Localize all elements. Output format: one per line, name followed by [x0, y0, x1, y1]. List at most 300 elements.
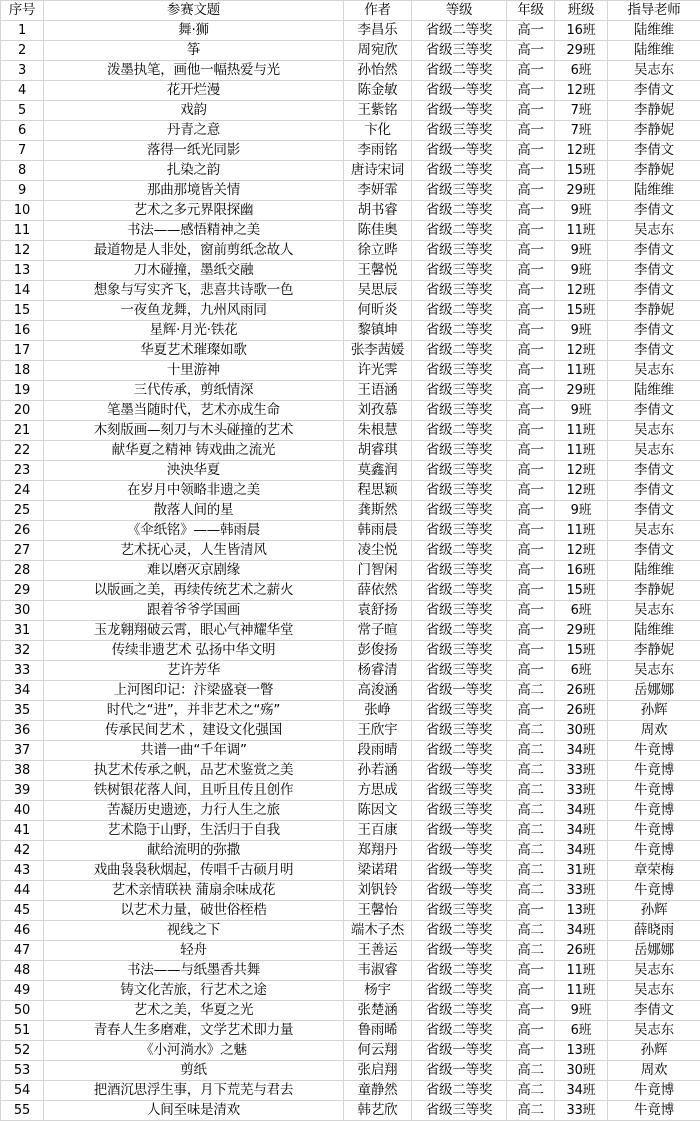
cell-class[interactable]: 6班	[555, 61, 608, 81]
cell-advisor[interactable]: 吴志东	[608, 981, 700, 1001]
cell-class[interactable]: 29班	[555, 181, 608, 201]
cell-title[interactable]: 献华夏之精神 铸戏曲之流光	[44, 441, 344, 461]
cell-award-level[interactable]: 省级三等奖	[412, 661, 507, 681]
cell-advisor[interactable]: 吴志东	[608, 361, 700, 381]
cell-title[interactable]: 艺术亲情联袂 蒲扇余味成花	[44, 881, 344, 901]
cell-advisor[interactable]: 陆维维	[608, 621, 700, 641]
cell-index[interactable]: 48	[1, 961, 44, 981]
cell-award-level[interactable]: 省级二等奖	[412, 921, 507, 941]
cell-grade[interactable]: 高一	[507, 81, 555, 101]
cell-author[interactable]: 刘孜慕	[344, 401, 412, 421]
cell-title[interactable]: 剪纸	[44, 1061, 344, 1081]
cell-class[interactable]: 11班	[555, 221, 608, 241]
cell-award-level[interactable]: 省级三等奖	[412, 261, 507, 281]
cell-grade[interactable]: 高一	[507, 521, 555, 541]
cell-index[interactable]: 55	[1, 1101, 44, 1121]
cell-index[interactable]: 42	[1, 841, 44, 861]
cell-title[interactable]: 玉龙翱翔破云霄，眼心气神耀华堂	[44, 621, 344, 641]
cell-class[interactable]: 12班	[555, 81, 608, 101]
cell-grade[interactable]: 高二	[507, 821, 555, 841]
cell-author[interactable]: 韩雨晨	[344, 521, 412, 541]
cell-grade[interactable]: 高二	[507, 681, 555, 701]
cell-class[interactable]: 33班	[555, 881, 608, 901]
cell-award-level[interactable]: 省级一等奖	[412, 1041, 507, 1061]
cell-award-level[interactable]: 省级三等奖	[412, 361, 507, 381]
cell-index[interactable]: 4	[1, 81, 44, 101]
cell-award-level[interactable]: 省级三等奖	[412, 901, 507, 921]
cell-author[interactable]: 杨宇	[344, 981, 412, 1001]
cell-title[interactable]: 那曲那境皆关情	[44, 181, 344, 201]
cell-class[interactable]: 9班	[555, 321, 608, 341]
cell-index[interactable]: 49	[1, 981, 44, 1001]
cell-advisor[interactable]: 牛竟博	[608, 801, 700, 821]
cell-class[interactable]: 30班	[555, 1061, 608, 1081]
cell-index[interactable]: 12	[1, 241, 44, 261]
cell-author[interactable]: 韦淑睿	[344, 961, 412, 981]
cell-author[interactable]: 常子暄	[344, 621, 412, 641]
cell-class[interactable]: 12班	[555, 481, 608, 501]
cell-award-level[interactable]: 省级一等奖	[412, 761, 507, 781]
cell-title[interactable]: 上河图印记：汴梁盛衰一瞥	[44, 681, 344, 701]
cell-advisor[interactable]: 吴志东	[608, 961, 700, 981]
cell-index[interactable]: 41	[1, 821, 44, 841]
cell-title[interactable]: 视线之下	[44, 921, 344, 941]
cell-advisor[interactable]: 李倩文	[608, 461, 700, 481]
cell-grade[interactable]: 高一	[507, 421, 555, 441]
cell-class[interactable]: 13班	[555, 901, 608, 921]
cell-award-level[interactable]: 省级二等奖	[412, 161, 507, 181]
cell-advisor[interactable]: 陆维维	[608, 41, 700, 61]
cell-title[interactable]: 戏韵	[44, 101, 344, 121]
header-author[interactable]: 作者	[344, 1, 412, 21]
cell-author[interactable]: 张峥	[344, 701, 412, 721]
cell-advisor[interactable]: 牛竟博	[608, 1081, 700, 1101]
cell-author[interactable]: 门智闲	[344, 561, 412, 581]
cell-advisor[interactable]: 岳娜娜	[608, 681, 700, 701]
cell-advisor[interactable]: 吴志东	[608, 441, 700, 461]
cell-index[interactable]: 17	[1, 341, 44, 361]
cell-author[interactable]: 方思成	[344, 781, 412, 801]
cell-grade[interactable]: 高二	[507, 861, 555, 881]
cell-advisor[interactable]: 李倩文	[608, 241, 700, 261]
cell-index[interactable]: 9	[1, 181, 44, 201]
cell-grade[interactable]: 高一	[507, 101, 555, 121]
cell-class[interactable]: 12班	[555, 281, 608, 301]
cell-advisor[interactable]: 李倩文	[608, 401, 700, 421]
header-grade[interactable]: 年级	[507, 1, 555, 21]
cell-advisor[interactable]: 牛竟博	[608, 1101, 700, 1121]
cell-title[interactable]: 想象与写实齐飞，悲喜共诗歌一色	[44, 281, 344, 301]
cell-index[interactable]: 20	[1, 401, 44, 421]
cell-title[interactable]: 《伞纸铭》——韩雨晨	[44, 521, 344, 541]
cell-title[interactable]: 铸文化苦旅，行艺术之途	[44, 981, 344, 1001]
cell-advisor[interactable]: 李倩文	[608, 141, 700, 161]
cell-author[interactable]: 卞化	[344, 121, 412, 141]
cell-advisor[interactable]: 陆维维	[608, 381, 700, 401]
cell-award-level[interactable]: 省级三等奖	[412, 381, 507, 401]
cell-advisor[interactable]: 李倩文	[608, 501, 700, 521]
cell-index[interactable]: 29	[1, 581, 44, 601]
cell-author[interactable]: 梁诺珺	[344, 861, 412, 881]
cell-title[interactable]: 艺术隐于山野，生活归于自我	[44, 821, 344, 841]
cell-class[interactable]: 11班	[555, 961, 608, 981]
cell-grade[interactable]: 高一	[507, 641, 555, 661]
cell-advisor[interactable]: 牛竟博	[608, 761, 700, 781]
cell-award-level[interactable]: 省级二等奖	[412, 741, 507, 761]
cell-index[interactable]: 28	[1, 561, 44, 581]
cell-class[interactable]: 34班	[555, 821, 608, 841]
cell-index[interactable]: 26	[1, 521, 44, 541]
cell-award-level[interactable]: 省级一等奖	[412, 881, 507, 901]
cell-grade[interactable]: 高一	[507, 561, 555, 581]
cell-index[interactable]: 7	[1, 141, 44, 161]
cell-advisor[interactable]: 牛竟博	[608, 781, 700, 801]
cell-title[interactable]: 在岁月中领略非遗之美	[44, 481, 344, 501]
cell-author[interactable]: 程思颖	[344, 481, 412, 501]
cell-advisor[interactable]: 李倩文	[608, 81, 700, 101]
cell-index[interactable]: 31	[1, 621, 44, 641]
cell-grade[interactable]: 高二	[507, 801, 555, 821]
cell-author[interactable]: 袁舒扬	[344, 601, 412, 621]
cell-grade[interactable]: 高一	[507, 701, 555, 721]
cell-index[interactable]: 43	[1, 861, 44, 881]
cell-index[interactable]: 19	[1, 381, 44, 401]
cell-index[interactable]: 21	[1, 421, 44, 441]
cell-award-level[interactable]: 省级三等奖	[412, 701, 507, 721]
cell-award-level[interactable]: 省级三等奖	[412, 1101, 507, 1121]
cell-grade[interactable]: 高一	[507, 361, 555, 381]
cell-index[interactable]: 34	[1, 681, 44, 701]
cell-title[interactable]: 泱泱华夏	[44, 461, 344, 481]
cell-grade[interactable]: 高一	[507, 1021, 555, 1041]
cell-title[interactable]: 难以磨灭京剧缘	[44, 561, 344, 581]
cell-author[interactable]: 薛依然	[344, 581, 412, 601]
cell-title[interactable]: 舞·狮	[44, 21, 344, 41]
cell-author[interactable]: 王善运	[344, 941, 412, 961]
cell-index[interactable]: 8	[1, 161, 44, 181]
cell-advisor[interactable]: 陆维维	[608, 181, 700, 201]
cell-advisor[interactable]: 周欢	[608, 721, 700, 741]
cell-title[interactable]: 戏曲袅袅秋烟起，传唱千古硕月明	[44, 861, 344, 881]
cell-class[interactable]: 26班	[555, 941, 608, 961]
cell-award-level[interactable]: 省级一等奖	[412, 841, 507, 861]
cell-class[interactable]: 34班	[555, 1081, 608, 1101]
cell-grade[interactable]: 高一	[507, 481, 555, 501]
cell-title[interactable]: 艺术之美，华夏之光	[44, 1001, 344, 1021]
cell-author[interactable]: 李雨铭	[344, 141, 412, 161]
cell-award-level[interactable]: 省级三等奖	[412, 801, 507, 821]
cell-author[interactable]: 许光霁	[344, 361, 412, 381]
cell-index[interactable]: 38	[1, 761, 44, 781]
cell-award-level[interactable]: 省级一等奖	[412, 101, 507, 121]
cell-title[interactable]: 书法——感悟精神之美	[44, 221, 344, 241]
cell-award-level[interactable]: 省级二等奖	[412, 581, 507, 601]
cell-grade[interactable]: 高一	[507, 441, 555, 461]
cell-advisor[interactable]: 李静妮	[608, 301, 700, 321]
cell-grade[interactable]: 高二	[507, 841, 555, 861]
cell-title[interactable]: 共谱一曲“千年调”	[44, 741, 344, 761]
cell-title[interactable]: 艺术抚心灵，人生皆清风	[44, 541, 344, 561]
cell-class[interactable]: 34班	[555, 841, 608, 861]
cell-award-level[interactable]: 省级三等奖	[412, 41, 507, 61]
cell-index[interactable]: 33	[1, 661, 44, 681]
cell-grade[interactable]: 高一	[507, 621, 555, 641]
cell-award-level[interactable]: 省级三等奖	[412, 521, 507, 541]
cell-author[interactable]: 孙若涵	[344, 761, 412, 781]
cell-advisor[interactable]: 李倩文	[608, 281, 700, 301]
cell-class[interactable]: 9班	[555, 241, 608, 261]
cell-title[interactable]: 十里游神	[44, 361, 344, 381]
cell-author[interactable]: 韩艺欣	[344, 1101, 412, 1121]
cell-advisor[interactable]: 李倩文	[608, 321, 700, 341]
cell-award-level[interactable]: 省级二等奖	[412, 1001, 507, 1021]
cell-class[interactable]: 15班	[555, 301, 608, 321]
cell-grade[interactable]: 高一	[507, 321, 555, 341]
cell-author[interactable]: 吴思辰	[344, 281, 412, 301]
cell-advisor[interactable]: 孙辉	[608, 901, 700, 921]
cell-grade[interactable]: 高一	[507, 1041, 555, 1061]
cell-class[interactable]: 15班	[555, 161, 608, 181]
cell-author[interactable]: 鲁雨晞	[344, 1021, 412, 1041]
cell-grade[interactable]: 高一	[507, 601, 555, 621]
cell-award-level[interactable]: 省级三等奖	[412, 601, 507, 621]
cell-index[interactable]: 46	[1, 921, 44, 941]
cell-award-level[interactable]: 省级二等奖	[412, 541, 507, 561]
cell-grade[interactable]: 高二	[507, 1061, 555, 1081]
cell-title[interactable]: 时代之“进”，并非艺术之“殇”	[44, 701, 344, 721]
cell-author[interactable]: 郑翔丹	[344, 841, 412, 861]
header-index[interactable]: 序号	[1, 1, 44, 21]
cell-author[interactable]: 端木子杰	[344, 921, 412, 941]
cell-advisor[interactable]: 陆维维	[608, 561, 700, 581]
cell-award-level[interactable]: 省级三等奖	[412, 401, 507, 421]
cell-title[interactable]: 筝	[44, 41, 344, 61]
cell-index[interactable]: 37	[1, 741, 44, 761]
cell-grade[interactable]: 高一	[507, 221, 555, 241]
cell-award-level[interactable]: 省级二等奖	[412, 61, 507, 81]
cell-advisor[interactable]: 孙辉	[608, 1041, 700, 1061]
cell-advisor[interactable]: 李倩文	[608, 541, 700, 561]
cell-class[interactable]: 26班	[555, 681, 608, 701]
cell-advisor[interactable]: 牛竟博	[608, 741, 700, 761]
cell-author[interactable]: 陈佳奥	[344, 221, 412, 241]
cell-title[interactable]: 书法——与纸墨香共舞	[44, 961, 344, 981]
cell-title[interactable]: 星辉·月光·铁花	[44, 321, 344, 341]
cell-index[interactable]: 27	[1, 541, 44, 561]
cell-award-level[interactable]: 省级一等奖	[412, 941, 507, 961]
cell-grade[interactable]: 高二	[507, 721, 555, 741]
cell-advisor[interactable]: 李静妮	[608, 641, 700, 661]
cell-author[interactable]: 李昌乐	[344, 21, 412, 41]
cell-class[interactable]: 9班	[555, 401, 608, 421]
cell-title[interactable]: 华夏艺术璀璨如歌	[44, 341, 344, 361]
cell-author[interactable]: 胡书睿	[344, 201, 412, 221]
cell-class[interactable]: 9班	[555, 501, 608, 521]
cell-author[interactable]: 张楚涵	[344, 1001, 412, 1021]
cell-advisor[interactable]: 吴志东	[608, 521, 700, 541]
cell-title[interactable]: 散落人间的星	[44, 501, 344, 521]
cell-class[interactable]: 33班	[555, 761, 608, 781]
cell-advisor[interactable]: 牛竟博	[608, 841, 700, 861]
cell-author[interactable]: 李妍霏	[344, 181, 412, 201]
cell-advisor[interactable]: 陆维维	[608, 21, 700, 41]
cell-author[interactable]: 龚斯然	[344, 501, 412, 521]
cell-award-level[interactable]: 省级二等奖	[412, 341, 507, 361]
cell-advisor[interactable]: 吴志东	[608, 61, 700, 81]
cell-author[interactable]: 何云翔	[344, 1041, 412, 1061]
cell-title[interactable]: 传承民间艺术 ，建设文化强国	[44, 721, 344, 741]
cell-author[interactable]: 王百康	[344, 821, 412, 841]
cell-class[interactable]: 12班	[555, 141, 608, 161]
cell-award-level[interactable]: 省级三等奖	[412, 241, 507, 261]
cell-class[interactable]: 29班	[555, 41, 608, 61]
cell-title[interactable]: 执艺术传承之帆，品艺术鉴赏之美	[44, 761, 344, 781]
cell-class[interactable]: 12班	[555, 461, 608, 481]
cell-title[interactable]: 丹青之意	[44, 121, 344, 141]
cell-title[interactable]: 三代传承，剪纸情深	[44, 381, 344, 401]
cell-title[interactable]: 笔墨当随时代，艺术亦成生命	[44, 401, 344, 421]
cell-index[interactable]: 18	[1, 361, 44, 381]
cell-index[interactable]: 22	[1, 441, 44, 461]
cell-grade[interactable]: 高一	[507, 1001, 555, 1021]
cell-class[interactable]: 9班	[555, 1001, 608, 1021]
cell-grade[interactable]: 高一	[507, 401, 555, 421]
cell-grade[interactable]: 高二	[507, 741, 555, 761]
cell-award-level[interactable]: 省级三等奖	[412, 721, 507, 741]
cell-award-level[interactable]: 省级二等奖	[412, 21, 507, 41]
cell-grade[interactable]: 高一	[507, 341, 555, 361]
cell-author[interactable]: 杨睿清	[344, 661, 412, 681]
cell-index[interactable]: 16	[1, 321, 44, 341]
cell-advisor[interactable]: 李倩文	[608, 261, 700, 281]
cell-award-level[interactable]: 省级二等奖	[412, 1021, 507, 1041]
cell-author[interactable]: 张李茜媛	[344, 341, 412, 361]
cell-title[interactable]: 艺许芳华	[44, 661, 344, 681]
cell-grade[interactable]: 高一	[507, 21, 555, 41]
cell-award-level[interactable]: 省级三等奖	[412, 461, 507, 481]
cell-author[interactable]: 彭俊扬	[344, 641, 412, 661]
cell-index[interactable]: 23	[1, 461, 44, 481]
cell-author[interactable]: 莫鑫润	[344, 461, 412, 481]
cell-grade[interactable]: 高一	[507, 301, 555, 321]
cell-class[interactable]: 34班	[555, 801, 608, 821]
cell-award-level[interactable]: 省级一等奖	[412, 681, 507, 701]
cell-title[interactable]: 艺术之多元界限探幽	[44, 201, 344, 221]
cell-title[interactable]: 《小河淌水》之魅	[44, 1041, 344, 1061]
cell-author[interactable]: 唐诗宋词	[344, 161, 412, 181]
cell-award-level[interactable]: 省级三等奖	[412, 181, 507, 201]
cell-advisor[interactable]: 李倩文	[608, 201, 700, 221]
cell-author[interactable]: 陈因文	[344, 801, 412, 821]
cell-author[interactable]: 孙怡然	[344, 61, 412, 81]
cell-class[interactable]: 26班	[555, 701, 608, 721]
cell-author[interactable]: 段雨晴	[344, 741, 412, 761]
cell-award-level[interactable]: 省级二等奖	[412, 1081, 507, 1101]
cell-class[interactable]: 12班	[555, 541, 608, 561]
cell-advisor[interactable]: 李倩文	[608, 1001, 700, 1021]
cell-index[interactable]: 14	[1, 281, 44, 301]
cell-title[interactable]: 刀木碰撞，墨纸交融	[44, 261, 344, 281]
cell-advisor[interactable]: 李倩文	[608, 341, 700, 361]
cell-author[interactable]: 凌尘悦	[344, 541, 412, 561]
cell-index[interactable]: 44	[1, 881, 44, 901]
cell-index[interactable]: 32	[1, 641, 44, 661]
cell-title[interactable]: 以艺术力量，破世俗桎梏	[44, 901, 344, 921]
cell-title[interactable]: 以版画之美，再续传统艺术之薪火	[44, 581, 344, 601]
cell-award-level[interactable]: 省级一等奖	[412, 861, 507, 881]
cell-author[interactable]: 童静然	[344, 1081, 412, 1101]
cell-award-level[interactable]: 省级二等奖	[412, 301, 507, 321]
cell-grade[interactable]: 高二	[507, 921, 555, 941]
cell-advisor[interactable]: 章荣梅	[608, 861, 700, 881]
cell-grade[interactable]: 高二	[507, 1081, 555, 1101]
cell-class[interactable]: 9班	[555, 261, 608, 281]
cell-index[interactable]: 30	[1, 601, 44, 621]
cell-class[interactable]: 6班	[555, 601, 608, 621]
cell-author[interactable]: 陈金敏	[344, 81, 412, 101]
cell-class[interactable]: 6班	[555, 1021, 608, 1041]
cell-award-level[interactable]: 省级三等奖	[412, 481, 507, 501]
cell-index[interactable]: 52	[1, 1041, 44, 1061]
cell-class[interactable]: 33班	[555, 1101, 608, 1121]
cell-title[interactable]: 铁树银花落人间，且听且传且创作	[44, 781, 344, 801]
cell-author[interactable]: 王馨悦	[344, 261, 412, 281]
cell-class[interactable]: 11班	[555, 421, 608, 441]
cell-author[interactable]: 何昕炎	[344, 301, 412, 321]
cell-index[interactable]: 54	[1, 1081, 44, 1101]
cell-author[interactable]: 王馨怡	[344, 901, 412, 921]
cell-grade[interactable]: 高一	[507, 121, 555, 141]
cell-grade[interactable]: 高一	[507, 661, 555, 681]
cell-award-level[interactable]: 省级二等奖	[412, 981, 507, 1001]
cell-advisor[interactable]: 吴志东	[608, 661, 700, 681]
cell-advisor[interactable]: 李静妮	[608, 101, 700, 121]
cell-class[interactable]: 12班	[555, 341, 608, 361]
cell-award-level[interactable]: 省级三等奖	[412, 641, 507, 661]
cell-author[interactable]: 黎镇坤	[344, 321, 412, 341]
cell-award-level[interactable]: 省级三等奖	[412, 561, 507, 581]
cell-title[interactable]: 最道物是人非处，窗前剪纸念故人	[44, 241, 344, 261]
cell-grade[interactable]: 高一	[507, 541, 555, 561]
cell-title[interactable]: 跟着爷爷学国画	[44, 601, 344, 621]
cell-grade[interactable]: 高二	[507, 941, 555, 961]
cell-author[interactable]: 徐立晔	[344, 241, 412, 261]
cell-award-level[interactable]: 省级一等奖	[412, 821, 507, 841]
cell-grade[interactable]: 高一	[507, 501, 555, 521]
cell-class[interactable]: 11班	[555, 521, 608, 541]
cell-author[interactable]: 刘钒铃	[344, 881, 412, 901]
cell-title[interactable]: 扎染之韵	[44, 161, 344, 181]
cell-index[interactable]: 6	[1, 121, 44, 141]
cell-grade[interactable]: 高一	[507, 241, 555, 261]
cell-advisor[interactable]: 吴志东	[608, 421, 700, 441]
cell-advisor[interactable]: 周欢	[608, 1061, 700, 1081]
cell-class[interactable]: 11班	[555, 361, 608, 381]
cell-index[interactable]: 15	[1, 301, 44, 321]
cell-advisor[interactable]: 李静妮	[608, 121, 700, 141]
cell-index[interactable]: 3	[1, 61, 44, 81]
cell-class[interactable]: 15班	[555, 641, 608, 661]
cell-author[interactable]: 王欣宇	[344, 721, 412, 741]
cell-class[interactable]: 7班	[555, 101, 608, 121]
cell-grade[interactable]: 高二	[507, 761, 555, 781]
cell-grade[interactable]: 高一	[507, 61, 555, 81]
cell-class[interactable]: 13班	[555, 1041, 608, 1061]
cell-grade[interactable]: 高一	[507, 41, 555, 61]
cell-grade[interactable]: 高一	[507, 981, 555, 1001]
cell-advisor[interactable]: 牛竟博	[608, 881, 700, 901]
cell-title[interactable]: 献给流明的弥撒	[44, 841, 344, 861]
